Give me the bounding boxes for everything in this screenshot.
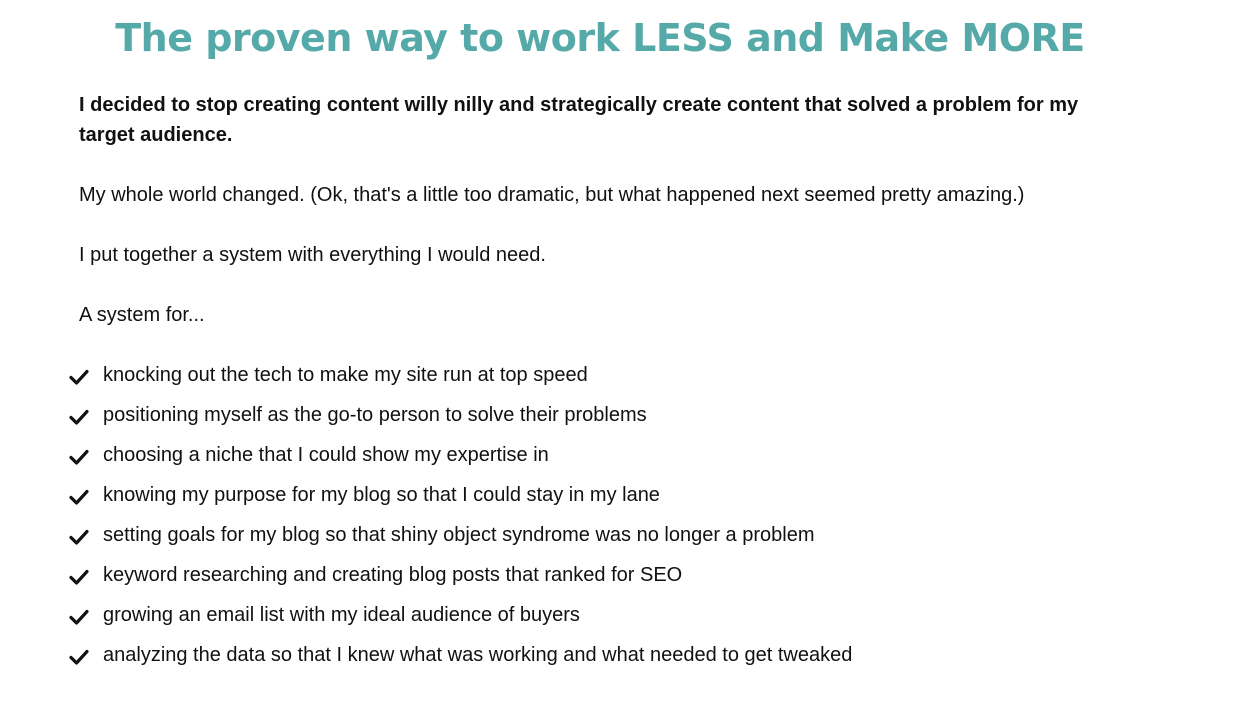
paragraph-system-for: A system for... — [79, 304, 205, 326]
intro-section — [79, 90, 1109, 360]
checkmark-icon — [68, 480, 90, 510]
checkmark-icon — [68, 440, 90, 470]
list-item — [68, 560, 852, 600]
checkmark-icon — [68, 360, 90, 390]
list-item — [68, 520, 852, 560]
list-item-text: positioning myself as the go-to person to solve their problems — [103, 404, 647, 426]
paragraph-world-changed: My whole world changed. (Ok, that's a little too dramatic, but what happened next seemed pretty amazing.) — [79, 184, 1025, 206]
list-item-text: knowing my purpose for my blog so that I could stay in my lane — [103, 484, 660, 506]
list-item-text: knocking out the tech to make my site run at top speed — [103, 364, 588, 386]
benefits-checklist — [68, 360, 852, 680]
list-item-text: growing an email list with my ideal audience of buyers — [103, 604, 580, 626]
checkmark-icon — [68, 600, 90, 630]
list-item — [68, 480, 852, 520]
list-item — [68, 440, 852, 480]
list-item-text: analyzing the data so that I knew what was working and what needed to get tweaked — [103, 644, 853, 666]
page-headline: The proven way to work LESS and Make MORE — [115, 16, 1085, 60]
list-item — [68, 600, 852, 640]
list-item — [68, 640, 852, 680]
checkmark-icon — [68, 520, 90, 550]
checkmark-icon — [68, 640, 90, 670]
paragraph-system: I put together a system with everything I would need. — [79, 244, 546, 266]
list-item-text: setting goals for my blog so that shiny object syndrome was no longer a problem — [103, 524, 815, 546]
intro-bold-paragraph: I decided to stop creating content willy nilly and strategically create content that solved a problem for my target audience. — [79, 94, 1079, 146]
list-item — [68, 400, 852, 440]
checkmark-icon — [68, 560, 90, 590]
checkmark-icon — [68, 400, 90, 430]
list-item-text: keyword researching and creating blog posts that ranked for SEO — [103, 564, 683, 586]
list-item-text: choosing a niche that I could show my expertise in — [103, 444, 549, 466]
list-item — [68, 360, 852, 400]
